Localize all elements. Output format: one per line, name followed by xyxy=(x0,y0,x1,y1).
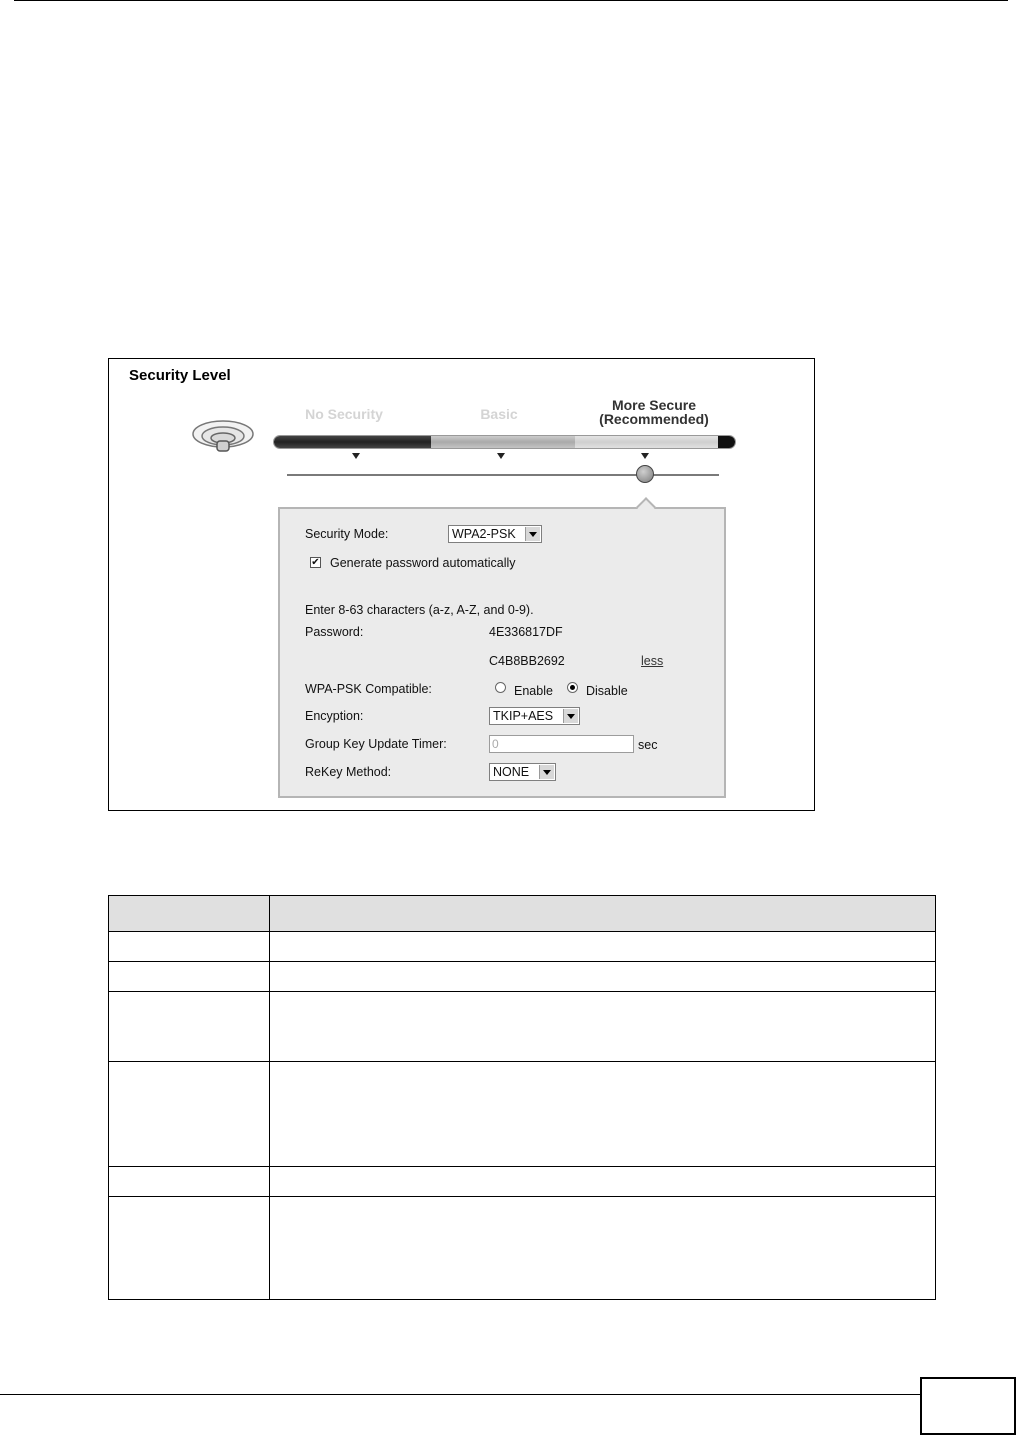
wpa-psk-compatible-label: WPA-PSK Compatible: xyxy=(305,682,432,696)
level-marker-more-secure xyxy=(641,453,649,459)
table-row xyxy=(109,1197,936,1300)
password-value-line2: C4B8BB2692 xyxy=(489,654,565,668)
security-level-slider-track[interactable] xyxy=(287,474,719,476)
password-value-line1: 4E336817DF xyxy=(489,625,563,639)
encryption-value: TKIP+AES xyxy=(493,709,554,723)
table-cell xyxy=(270,1167,936,1197)
table-row xyxy=(109,962,936,992)
group-key-timer-input[interactable]: 0 xyxy=(489,735,634,753)
wpa-psk-disable-label: Disable xyxy=(586,684,628,698)
level-no-security-label: No Security xyxy=(305,406,383,422)
chevron-down-icon xyxy=(525,527,540,541)
chevron-down-icon xyxy=(539,765,554,779)
level-bar-end-cap xyxy=(718,436,736,448)
table-cell xyxy=(109,1167,270,1197)
generate-password-label: Generate password automatically xyxy=(330,556,516,570)
table-cell xyxy=(109,1197,270,1300)
level-bar-segment-more-secure xyxy=(575,436,718,448)
table-cell xyxy=(270,1197,936,1300)
wpa-psk-disable-radio[interactable] xyxy=(567,682,578,693)
table-cell xyxy=(270,1062,936,1167)
security-settings-panel xyxy=(278,507,726,798)
generate-password-checkbox[interactable]: ✔ xyxy=(311,557,320,568)
chevron-down-icon xyxy=(563,709,578,723)
rekey-method-select[interactable] xyxy=(489,763,556,781)
table-cell xyxy=(270,932,936,962)
level-bar-segment-basic xyxy=(431,436,575,448)
encryption-label: Encyption: xyxy=(305,709,364,723)
wifi-icon xyxy=(191,417,255,457)
security-level-screenshot xyxy=(108,358,815,811)
bottom-rule xyxy=(0,1394,920,1395)
table-cell xyxy=(109,932,270,962)
less-link[interactable]: less xyxy=(641,654,664,668)
level-basic-label: Basic xyxy=(480,406,518,422)
table-row xyxy=(109,932,936,962)
table-cell xyxy=(270,962,936,992)
security-mode-select[interactable] xyxy=(448,525,542,543)
page-number-box xyxy=(920,1377,1016,1435)
security-level-slider-knob[interactable] xyxy=(636,465,654,483)
security-level-bar xyxy=(273,435,736,449)
description-table xyxy=(108,895,936,1300)
level-marker-no-security xyxy=(352,453,360,459)
security-mode-value: WPA2-PSK xyxy=(452,527,516,541)
table-row xyxy=(109,1062,936,1167)
rekey-method-label: ReKey Method: xyxy=(305,765,392,779)
table-header-row xyxy=(109,896,936,932)
table-cell xyxy=(109,992,270,1062)
password-hint: Enter 8-63 characters (a-z, A-Z, and 0-9). xyxy=(305,603,534,617)
group-key-timer-label: Group Key Update Timer: xyxy=(305,737,447,751)
table-header-cell xyxy=(270,896,936,932)
table-cell xyxy=(109,962,270,992)
wpa-psk-enable-radio[interactable] xyxy=(495,682,506,693)
password-label: Password: xyxy=(305,625,364,639)
top-rule xyxy=(14,0,1008,1)
security-level-title: Security Level xyxy=(129,367,231,384)
security-mode-label: Security Mode: xyxy=(305,527,389,541)
table-cell xyxy=(109,1062,270,1167)
group-key-timer-unit: sec xyxy=(638,738,658,752)
table-cell xyxy=(270,992,936,1062)
level-bar-segment-no-security xyxy=(274,436,431,448)
level-more-secure-label: More Secure (Recommended) xyxy=(599,397,709,427)
wpa-psk-enable-label: Enable xyxy=(514,684,553,698)
level-marker-basic xyxy=(497,453,505,459)
encryption-select[interactable] xyxy=(489,707,580,725)
table-row xyxy=(109,992,936,1062)
table-row xyxy=(109,1167,936,1197)
table-header-cell xyxy=(109,896,270,932)
rekey-method-value: NONE xyxy=(493,765,530,779)
